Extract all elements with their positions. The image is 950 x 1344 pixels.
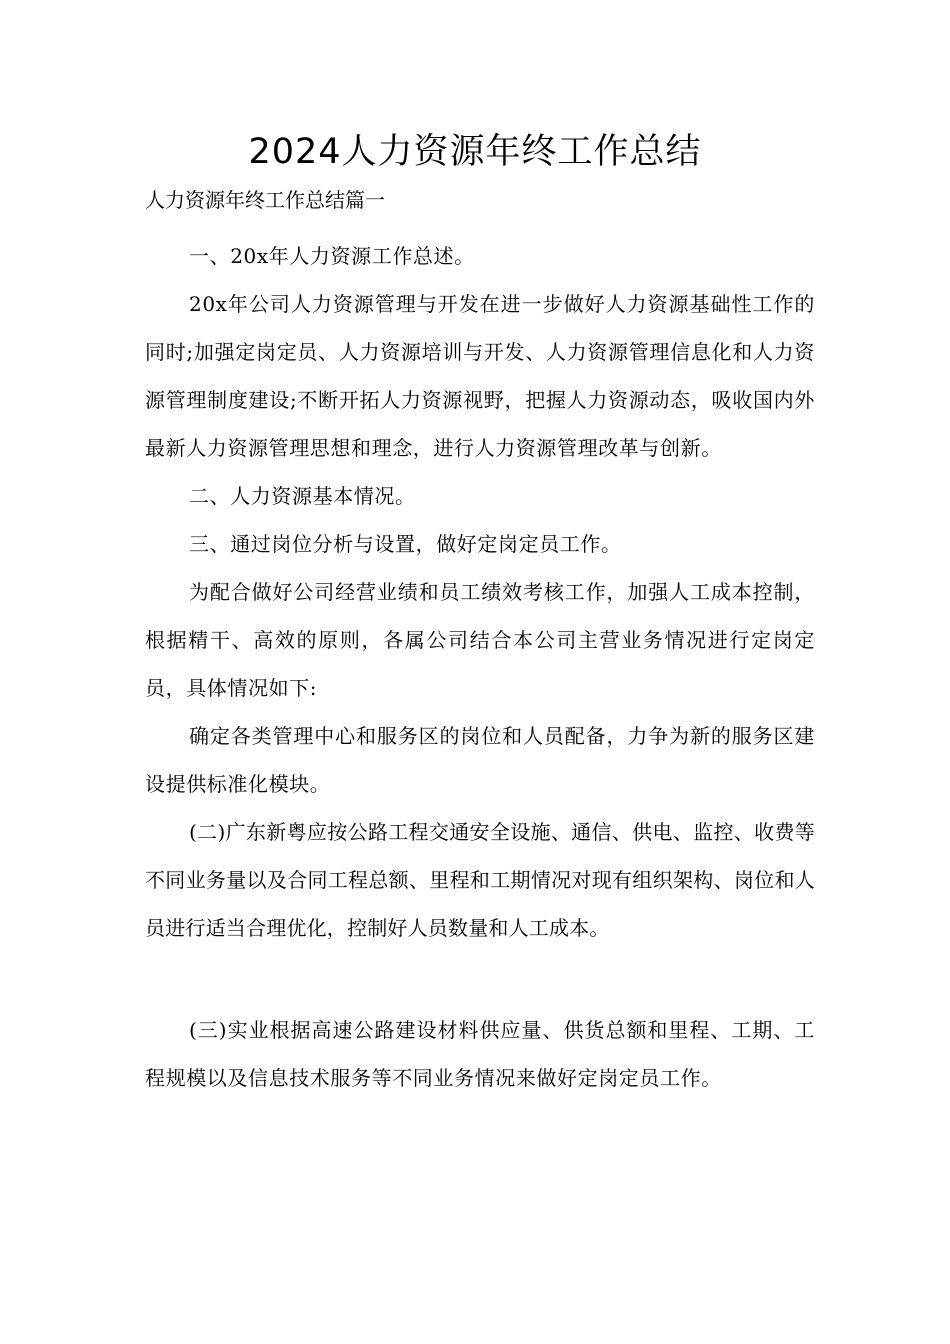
document-title: 2024人力资源年终工作总结 [248,132,702,172]
paragraph-service-area: 确定各类管理中心和服务区的岗位和人员配备，力争为新的服务区建设提供标准化模块。 [145,724,815,796]
paragraph-section-3-heading: 三、通过岗位分析与设置，做好定岗定员工作。 [189,532,622,556]
paragraph-section-1-heading: 一、20x年人力资源工作总述。 [189,244,475,268]
document-body [145,232,815,1102]
document-subtitle: 人力资源年终工作总结篇一 [145,188,385,212]
paragraph-staffing-intro: 为配合做好公司经营业绩和员工绩效考核工作，加强人工成本控制，根据精干、高效的原则，各属公司结合本公司主营业务情况进行定岗定员，具体情况如下: [145,580,815,700]
paragraph-overview: 20x年公司人力资源管理与开发在进一步做好人力资源基础性工作的同时;加强定岗定员、人力资源培训与开发、人力资源管理信息化和人力资源管理制度建设;不断开拓人力资源视野，把握人力资源动态，吸收国内外最新人力资源管理思想和理念，进行人力资源管理改革与创新。 [145,292,815,460]
paragraph-item-3: (三)实业根据高速公路建设材料供应量、供货总额和里程、工期、工程规模以及信息技术服务等不同业务情况来做好定岗定员工作。 [145,1018,815,1090]
paragraph-item-2: (二)广东新粤应按公路工程交通安全设施、通信、供电、监控、收费等不同业务量以及合同工程总额、里程和工期情况对现有组织架构、岗位和人员进行适当合理优化，控制好人员数量和人工成本。 [145,820,815,940]
paragraph-section-2-heading: 二、人力资源基本情况。 [189,484,416,508]
